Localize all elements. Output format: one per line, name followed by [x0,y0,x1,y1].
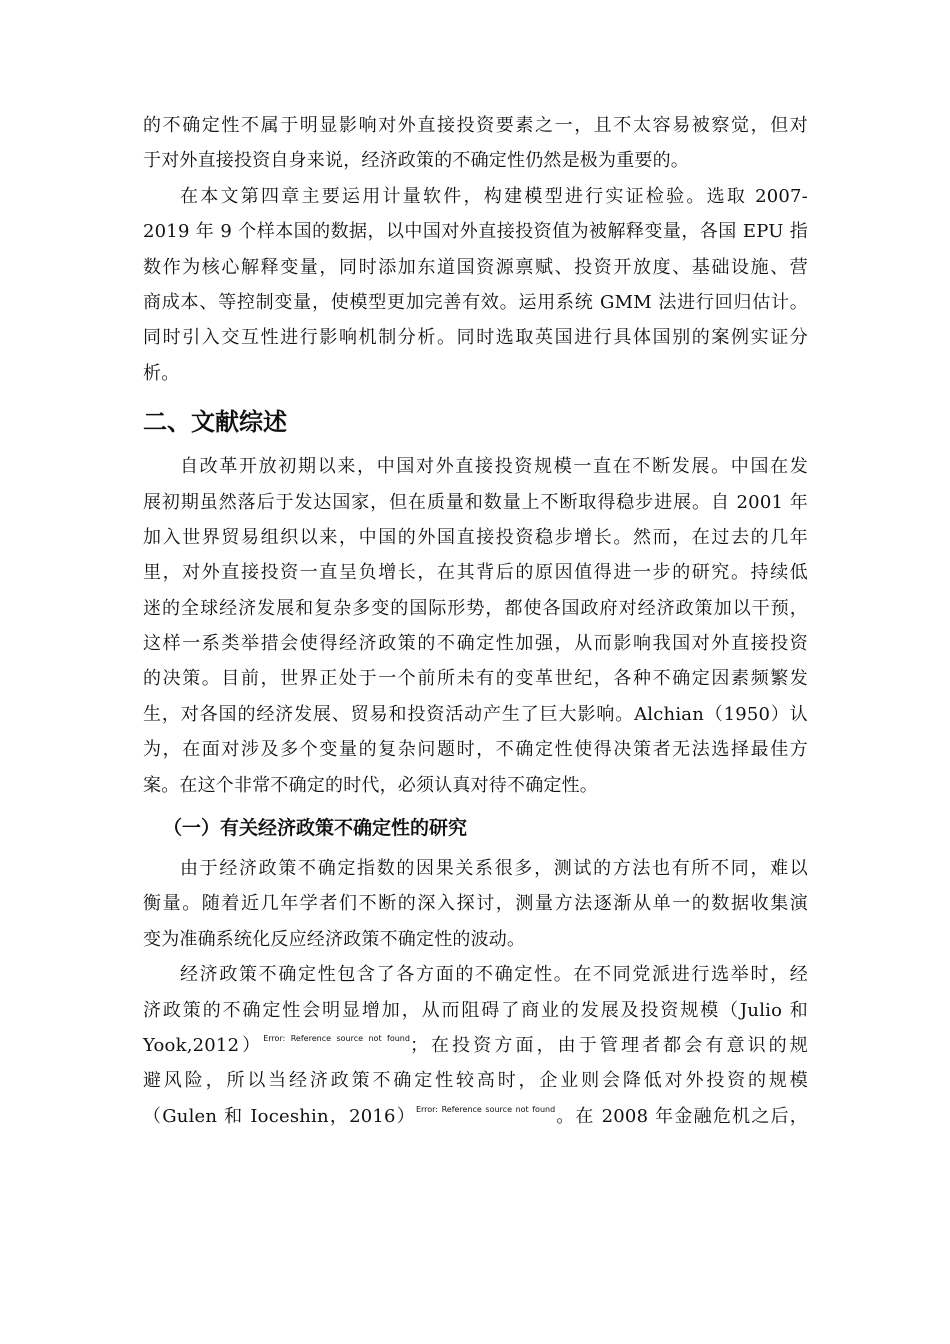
citation-text: Yook,2012） [143,1034,264,1056]
section-heading: 二、文献综述 [143,408,287,437]
paragraph-line: 析。 [143,362,180,384]
subsection-heading: （一）有关经济政策不确定性的研究 [163,817,468,840]
paragraph-line: 里，对外直接投资一直呈负增长，在其背后的原因值得进一步的研究。持续低 [143,562,808,584]
paragraph-line: 同时引入交互性进行影响机制分析。同时选取英国进行具体国别的案例实证分 [143,327,808,349]
paragraph-line: 展初期虽然落后于发达国家，但在质量和数量上不断取得稳步进展。自 2001 年 [143,491,808,513]
paragraph-text: 。在 2008 年金融危机之后， [555,1105,808,1127]
paragraph-line: 由于经济政策不确定指数的因果关系很多，测试的方法也有所不同，难以 [180,858,808,880]
paragraph-line [143,1099,808,1134]
paragraph-line: 这样一系类举措会使得经济政策的不确定性加强，从而影响我国对外直接投资 [143,633,808,655]
paragraph-line: 于对外直接投资自身来说，经济政策的不确定性仍然是极为重要的。 [143,150,689,172]
paragraph-line: 生，对各国的经济发展、贸易和投资活动产生了巨大影响。Alchian（1950）认 [143,703,808,725]
paragraph-line: 的不确定性不属于明显影响对外直接投资要素之一，且不太容易被察觉，但对 [143,115,808,136]
paragraph-line: 自改革开放初期以来，中国对外直接投资规模一直在不断发展。中国在发 [180,456,808,478]
paragraph-line: 为，在面对涉及多个变量的复杂问题时，不确定性使得决策者无法选择最佳方 [143,739,808,761]
paragraph-line: 数作为核心解释变量，同时添加东道国资源禀赋、投资开放度、基础设施、营 [143,256,808,278]
paragraph-line: 的决策。目前，世界正处于一个前所未有的变革世纪，各种不确定因素频繁发 [143,668,808,690]
document-page [143,108,808,1134]
paragraph-line: 变为准确系统化反应经济政策不确定性的波动。 [143,928,526,950]
paragraph-line: 在本文第四章主要运用计量软件，构建模型进行实证检验。选取 2007- [180,185,808,207]
paragraph-line: 迷的全球经济发展和复杂多变的国际形势，都使各国政府对经济政策加以干预， [143,597,808,619]
paragraph-line: 商成本、等控制变量，使模型更加完善有效。运用系统 GMM 法进行回归估计。 [143,291,808,313]
paragraph-line: 衡量。随着近几年学者们不断的深入探讨，测量方法逐渐从单一的数据收集演 [143,893,808,915]
paragraph-line [143,1028,808,1063]
paragraph-line: 经济政策不确定性包含了各方面的不确定性。在不同党派进行选举时，经 [180,964,808,986]
paragraph-line: 加入世界贸易组织以来，中国的外国直接投资稳步增长。然而，在过去的几年 [143,526,808,548]
reference-error-note: Error: Reference source not found [263,1033,410,1043]
paragraph-line: 避风险，所以当经济政策不确定性较高时，企业则会降低对外投资的规模 [143,1070,808,1092]
paragraph-line: 济政策的不确定性会明显增加，从而阻碍了商业的发展及投资规模（Julio 和 [143,999,808,1021]
paragraph-line: 2019 年 9 个样本国的数据，以中国对外直接投资值为被解释变量，各国 EPU 指 [143,221,808,243]
paragraph-line: 案。在这个非常不确定的时代，必须认真对待不确定性。 [143,774,598,796]
reference-error-note: Error: Reference source not found [415,1104,556,1114]
paragraph-text: ；在投资方面，由于管理者都会有意识的规 [409,1034,808,1056]
citation-text: （Gulen 和 Ioceshin，2016） [143,1105,416,1127]
